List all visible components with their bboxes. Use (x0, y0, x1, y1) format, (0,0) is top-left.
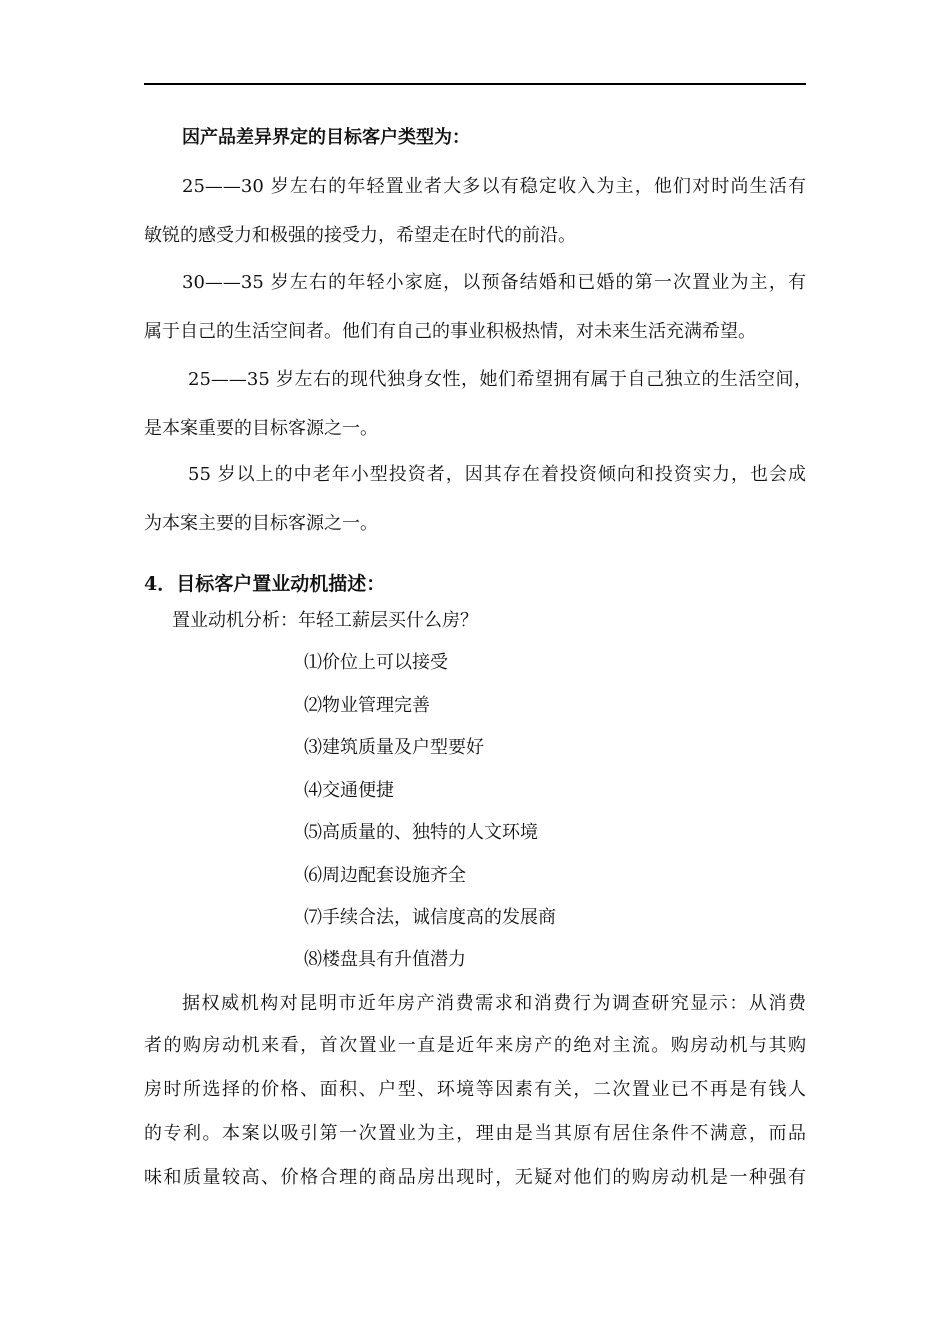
intro-heading: 因产品差异界定的目标客户类型为： (182, 127, 470, 148)
group1-line2: 敏锐的感受力和极强的接受力，希望走在时代的前沿。 (144, 225, 576, 246)
group4-line2: 为本案主要的目标客源之一。 (144, 513, 378, 534)
group4-line1: 55 岁以上的中老年小型投资者，因其存在着投资倾向和投资实力，也会成 (188, 464, 806, 485)
group3-line2: 是本案重要的目标客源之一。 (144, 418, 378, 439)
paragraph-line-2: 者的购房动机来看，首次置业一直是近年来房产的绝对主流。购房动机与其购 (144, 1035, 806, 1056)
section4-heading: 4．目标客户置业动机描述： (144, 573, 386, 595)
paragraph-line-3: 房时所选择的价格、面积、户型、环境等因素有关，二次置业已不再是有钱人 (144, 1079, 806, 1100)
list-item: ⑶建筑质量及户型要好 (304, 737, 484, 758)
header-rule (144, 83, 806, 85)
list-item: ⑸高质量的、独特的人文环境 (304, 822, 538, 843)
paragraph-line-5: 味和质量较高、价格合理的商品房出现时，无疑对他们的购房动机是一种强有 (144, 1167, 806, 1188)
list-item: ⑺手续合法，诚信度高的发展商 (304, 907, 556, 928)
group2-line1: 30——35 岁左右的年轻小家庭，以预备结婚和已婚的第一次置业为主，有 (182, 272, 806, 293)
group2-line2: 属于自己的生活空间者。他们有自己的事业积极热情，对未来生活充满希望。 (144, 321, 756, 342)
list-item: ⑻楼盘具有升值潜力 (304, 949, 466, 970)
paragraph-line-1: 据权威机构对昆明市近年房产消费需求和消费行为调查研究显示：从消费 (182, 993, 806, 1014)
paragraph-line-4: 的专利。本案以吸引第一次置业为主，理由是当其原有居住条件不满意，而品 (144, 1123, 806, 1144)
group1-line1: 25——30 岁左右的年轻置业者大多以有稳定收入为主，他们对时尚生活有 (182, 176, 806, 197)
list-item: ⑹周边配套设施齐全 (304, 865, 466, 886)
list-item: ⑵物业管理完善 (304, 695, 430, 716)
group3-line1: 25——35 岁左右的现代独身女性，她们希望拥有属于自己独立的生活空间， (188, 369, 812, 390)
list-item: ⑴价位上可以接受 (304, 652, 448, 673)
section4-subheading: 置业动机分析：年轻工薪层买什么房？ (172, 610, 478, 631)
list-item: ⑷交通便捷 (304, 780, 394, 801)
